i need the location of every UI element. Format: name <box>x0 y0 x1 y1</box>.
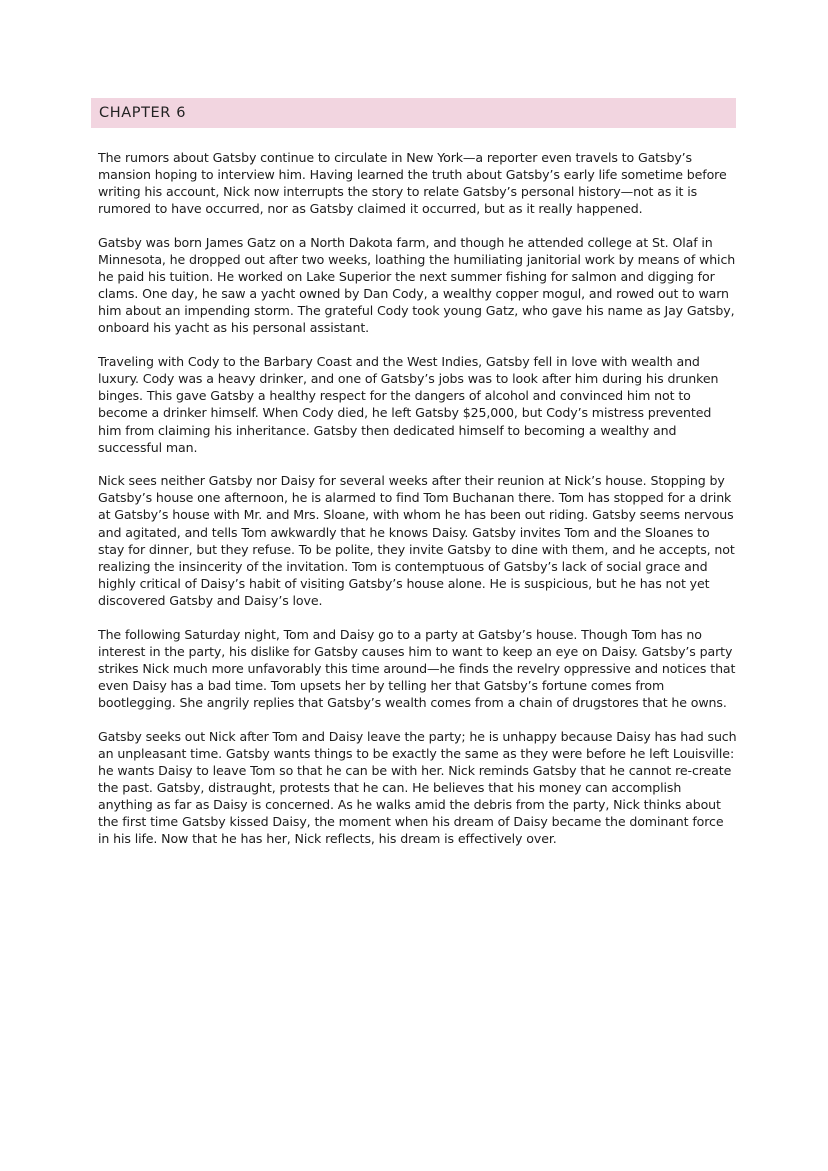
chapter-title: CHAPTER 6 <box>99 105 187 121</box>
paragraph-2: Gatsby was born James Gatz on a North Dakota farm, and though he attended college at St. Olaf in Minnesota, he dropped out after two weeks, loathing the humiliating janitorial work by means of which he paid his tuition. He worked on Lake Superior the next summer fishing for salmon and digging for clams. One day, he saw a yacht owned by Dan Cody, a wealthy copper mogul, and rowed out to warn him about an impending storm. The grateful Cody took young Gatz, who gave his name as Jay Gatsby, onboard his yacht as his personal assistant. <box>98 234 736 336</box>
paragraph-5: The following Saturday night, Tom and Daisy go to a party at Gatsby’s house. Though Tom has no interest in the party, his dislike for Gatsby causes him to want to keep an eye on Daisy. Gatsby’s party strikes Nick much more unfavorably this time around—he finds the revelry oppressive and notices that even Daisy has a bad time. Tom upsets her by telling her that Gatsby’s fortune comes from bootlegging. She angrily replies that Gatsby’s wealth comes from a chain of drugstores that he owns. <box>98 626 736 710</box>
paragraph-3: Traveling with Cody to the Barbary Coast and the West Indies, Gatsby fell in love with wealth and luxury. Cody was a heavy drinker, and one of Gatsby’s jobs was to look after him during his drunken binges. This gave Gatsby a healthy respect for the dangers of alcohol and convinced him not to become a drinker himself. When Cody died, he left Gatsby $25,000, but Cody’s mistress prevented him from claiming his inheritance. Gatsby then dedicated himself to becoming a wealthy and successful man. <box>98 354 719 455</box>
paragraph-1: The rumors about Gatsby continue to circulate in New York—a reporter even travels to Gatsby’s mansion hoping to interview him. Having learned the truth about Gatsby’s early life sometime before writing his account, Nick now interrupts the story to relate Gatsby’s personal history—not as it is rumored to have occurred, nor as Gatsby claimed it occurred, but as it really happened. <box>98 150 727 217</box>
chapter-header-bar <box>91 98 736 128</box>
chapter-body <box>98 149 738 864</box>
paragraph-4: Nick sees neither Gatsby nor Daisy for several weeks after their reunion at Nick’s house. Stopping by Gatsby’s house one afternoon, he is alarmed to find Tom Buchanan there. Tom has stopped for a drink at Gatsby’s house with Mr. and Mrs. Sloane, with whom he has been out riding. Gatsby seems nervous and agitated, and tells Tom awkwardly that he knows Daisy. Gatsby invites Tom and the Sloanes to stay for dinner, but they refuse. To be polite, they invite Gatsby to dine with them, and he accepts, not realizing the insincerity of the invitation. Tom is contemptuous of Gatsby’s lack of social grace and highly critical of Daisy’s habit of visiting Gatsby’s house alone. He is suspicious, but he has not yet discovered Gatsby and Daisy’s love. <box>98 473 735 608</box>
paragraph-6: Gatsby seeks out Nick after Tom and Daisy leave the party; he is unhappy because Daisy has had such an unpleasant time. Gatsby wants things to be exactly the same as they were before he left Louisville: he wants Daisy to leave Tom so that he can be with her. Nick reminds Gatsby that he cannot re-create the past. Gatsby, distraught, protests that he can. He believes that his money can accomplish anything as far as Daisy is concerned. As he walks amid the debris from the party, Nick thinks about the first time Gatsby kissed Daisy, the moment when his dream of Daisy became the dominant force in his life. Now that he has her, Nick reflects, his dream is effectively over. <box>98 728 737 847</box>
